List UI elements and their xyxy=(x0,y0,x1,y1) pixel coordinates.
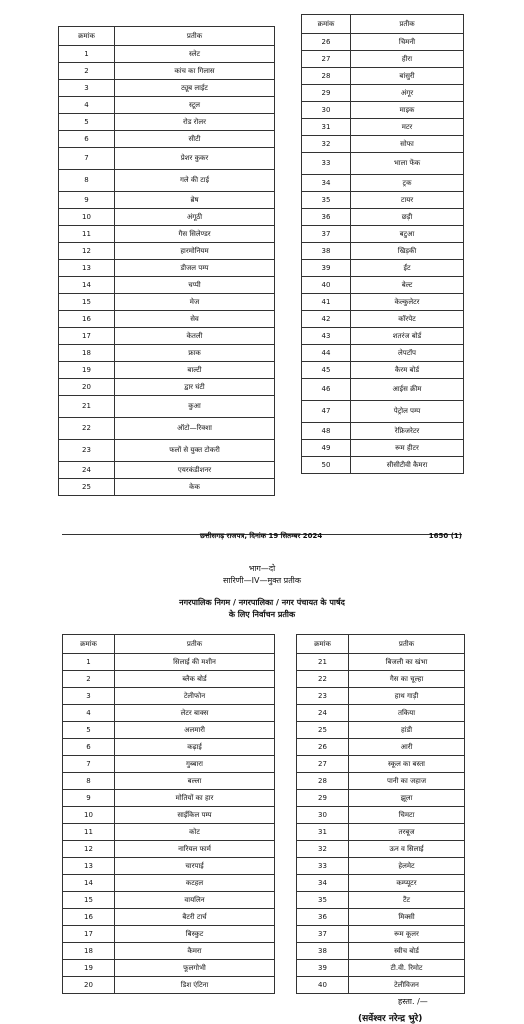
table-row xyxy=(302,192,464,209)
table-row xyxy=(297,858,465,875)
symbol-cell: बांसुरी xyxy=(351,68,464,85)
serial-header: क्रमांक xyxy=(59,27,115,46)
serial-cell: 13 xyxy=(63,858,115,875)
serial-cell: 23 xyxy=(297,688,349,705)
serial-cell: 33 xyxy=(302,153,351,175)
serial-cell: 6 xyxy=(63,739,115,756)
table-row xyxy=(302,423,464,440)
symbol-cell: तरबूज xyxy=(349,824,465,841)
symbol-cell: मटर xyxy=(351,119,464,136)
symbol-cell: कैमरा xyxy=(115,943,275,960)
table-row xyxy=(59,226,275,243)
table-row xyxy=(302,175,464,192)
symbol-cell: शतरंज बोर्ड xyxy=(351,328,464,345)
serial-cell: 11 xyxy=(63,824,115,841)
symbol-cell: तकिया xyxy=(349,705,465,722)
table-row xyxy=(63,773,275,790)
table-row xyxy=(297,926,465,943)
table-row xyxy=(302,226,464,243)
table-row xyxy=(302,51,464,68)
table-row xyxy=(297,739,465,756)
serial-header: क्रमांक xyxy=(302,15,351,34)
serial-cell: 12 xyxy=(59,243,115,260)
symbol-cell: सोफा xyxy=(351,136,464,153)
table-row xyxy=(297,705,465,722)
serial-cell: 1 xyxy=(63,654,115,671)
symbol-cell: मेज xyxy=(115,294,275,311)
serial-cell: 22 xyxy=(297,671,349,688)
symbol-cell: चिमनी xyxy=(351,34,464,51)
schedule-label: सारिणी—IV—मुक्त प्रतीक xyxy=(222,576,301,585)
symbol-cell: ऑटो—रिक्शा xyxy=(115,418,275,440)
serial-cell: 27 xyxy=(302,51,351,68)
table-row xyxy=(63,926,275,943)
table-row xyxy=(63,705,275,722)
table-row xyxy=(302,260,464,277)
table-row xyxy=(63,671,275,688)
symbol-cell: कैरम बोर्ड xyxy=(351,362,464,379)
serial-cell: 31 xyxy=(302,119,351,136)
serial-cell: 38 xyxy=(302,243,351,260)
serial-cell: 3 xyxy=(63,688,115,705)
table-row xyxy=(63,960,275,977)
serial-cell: 40 xyxy=(297,977,349,994)
table-row xyxy=(302,136,464,153)
table-row xyxy=(302,345,464,362)
table-row xyxy=(59,396,275,418)
symbol-cell: बिजली का खंभा xyxy=(349,654,465,671)
serial-cell: 20 xyxy=(59,379,115,396)
table-row xyxy=(297,909,465,926)
serial-cell: 28 xyxy=(297,773,349,790)
table-row xyxy=(63,977,275,994)
table-row xyxy=(297,875,465,892)
serial-cell: 43 xyxy=(302,328,351,345)
symbol-cell: पानी का जहाज xyxy=(349,773,465,790)
part-label: भाग—दो xyxy=(248,564,276,573)
symbols-table-bottom-left xyxy=(62,634,275,994)
symbol-cell: सिलाई की मशीन xyxy=(115,654,275,671)
symbol-cell: कुआ xyxy=(115,396,275,418)
serial-cell: 28 xyxy=(302,68,351,85)
symbol-cell: टेलीविजन xyxy=(349,977,465,994)
symbol-cell: एयरकंडीशनर xyxy=(115,462,275,479)
symbol-cell: लेपटॉप xyxy=(351,345,464,362)
symbol-cell: ब्लैक बोर्ड xyxy=(115,671,275,688)
table-row xyxy=(297,773,465,790)
table-row xyxy=(297,756,465,773)
table-row xyxy=(302,328,464,345)
table-row xyxy=(59,345,275,362)
serial-cell: 33 xyxy=(297,858,349,875)
serial-cell: 16 xyxy=(59,311,115,328)
table-row xyxy=(302,102,464,119)
symbols-table-top-left xyxy=(58,26,275,496)
serial-cell: 3 xyxy=(59,80,115,97)
table-row xyxy=(59,362,275,379)
serial-cell: 47 xyxy=(302,401,351,423)
table-row xyxy=(59,243,275,260)
serial-cell: 2 xyxy=(59,63,115,80)
serial-cell: 10 xyxy=(63,807,115,824)
table-row xyxy=(302,401,464,423)
symbol-cell: कढ़ाई xyxy=(115,739,275,756)
serial-cell: 25 xyxy=(59,479,115,496)
serial-cell: 7 xyxy=(63,756,115,773)
table-row xyxy=(63,943,275,960)
serial-cell: 23 xyxy=(59,440,115,462)
symbols-table-bottom-right xyxy=(296,634,465,994)
symbol-cell: झूला xyxy=(349,790,465,807)
serial-cell: 29 xyxy=(302,85,351,102)
symbol-cell: टेलीफोन xyxy=(115,688,275,705)
symbol-cell: सेव xyxy=(115,311,275,328)
symbol-cell: फलों से युक्त टोकरी xyxy=(115,440,275,462)
serial-cell: 16 xyxy=(63,909,115,926)
serial-cell: 32 xyxy=(302,136,351,153)
serial-cell: 25 xyxy=(297,722,349,739)
symbol-cell: हेलमेट xyxy=(349,858,465,875)
symbol-cell: गैस सिलेण्डर xyxy=(115,226,275,243)
serial-cell: 30 xyxy=(302,102,351,119)
symbol-cell: फूलगोभी xyxy=(115,960,275,977)
symbol-cell: हीरा xyxy=(351,51,464,68)
serial-cell: 11 xyxy=(59,226,115,243)
symbol-header: प्रतीक xyxy=(349,635,465,654)
symbol-cell: चिमटा xyxy=(349,807,465,824)
table-row xyxy=(59,97,275,114)
serial-cell: 35 xyxy=(297,892,349,909)
table-row xyxy=(63,909,275,926)
symbol-cell: चप्पी xyxy=(115,277,275,294)
serial-cell: 37 xyxy=(302,226,351,243)
table-row xyxy=(63,790,275,807)
table-row xyxy=(59,114,275,131)
serial-cell: 10 xyxy=(59,209,115,226)
symbol-cell: बल्ला xyxy=(115,773,275,790)
symbol-cell: आरी xyxy=(349,739,465,756)
table-row xyxy=(59,479,275,496)
table-row xyxy=(302,379,464,401)
symbol-cell: गुब्बारा xyxy=(115,756,275,773)
serial-cell: 44 xyxy=(302,345,351,362)
serial-header: क्रमांक xyxy=(63,635,115,654)
symbol-cell: कोट xyxy=(115,824,275,841)
heading-line-2: के लिए निर्वाचन प्रतीक xyxy=(228,610,296,619)
symbol-cell: वायलिन xyxy=(115,892,275,909)
symbol-cell: स्टूल xyxy=(115,97,275,114)
serial-cell: 7 xyxy=(59,148,115,170)
symbol-cell: रूम कूलर xyxy=(349,926,465,943)
table-row xyxy=(63,722,275,739)
table-row xyxy=(59,277,275,294)
serial-cell: 12 xyxy=(63,841,115,858)
table-row xyxy=(59,80,275,97)
table-row xyxy=(63,875,275,892)
serial-cell: 20 xyxy=(63,977,115,994)
signature-mark: हस्ता. /— xyxy=(398,997,428,1006)
table-row xyxy=(59,131,275,148)
table-row xyxy=(63,858,275,875)
symbol-cell: स्वीच बोर्ड xyxy=(349,943,465,960)
symbol-cell: ट्रक xyxy=(351,175,464,192)
table-row xyxy=(59,260,275,277)
symbol-cell: छड़ी xyxy=(351,209,464,226)
table-row xyxy=(63,807,275,824)
serial-cell: 37 xyxy=(297,926,349,943)
serial-cell: 4 xyxy=(63,705,115,722)
table-row xyxy=(63,688,275,705)
table-row xyxy=(63,841,275,858)
serial-cell: 22 xyxy=(59,418,115,440)
serial-cell: 18 xyxy=(59,345,115,362)
symbol-cell: भाला फेंक xyxy=(351,153,464,175)
table-row xyxy=(59,328,275,345)
symbol-cell: रेफ्रिजरेटर xyxy=(351,423,464,440)
table-row xyxy=(297,807,465,824)
symbol-header: प्रतीक xyxy=(115,635,275,654)
symbol-cell: साईकिल पम्प xyxy=(115,807,275,824)
symbol-cell: कटहल xyxy=(115,875,275,892)
symbol-cell: गले की टाई xyxy=(115,170,275,192)
serial-cell: 19 xyxy=(59,362,115,379)
symbol-cell: ईंट xyxy=(351,260,464,277)
serial-cell: 21 xyxy=(297,654,349,671)
table-row xyxy=(297,688,465,705)
symbol-cell: मोतियों का हार xyxy=(115,790,275,807)
table-row xyxy=(297,824,465,841)
serial-cell: 36 xyxy=(297,909,349,926)
serial-cell: 31 xyxy=(297,824,349,841)
symbol-cell: बैटरी टार्च xyxy=(115,909,275,926)
heading-line-1: नगरपालिक निगम / नगरपालिका / नगर पंचायत के पार्षद xyxy=(179,598,345,607)
table-row xyxy=(59,294,275,311)
symbol-cell: पेट्रोल पम्प xyxy=(351,401,464,423)
symbol-header: प्रतीक xyxy=(351,15,464,34)
table-row xyxy=(63,892,275,909)
table-row xyxy=(297,722,465,739)
table-row xyxy=(297,960,465,977)
serial-cell: 17 xyxy=(63,926,115,943)
serial-cell: 42 xyxy=(302,311,351,328)
serial-cell: 46 xyxy=(302,379,351,401)
serial-cell: 13 xyxy=(59,260,115,277)
serial-cell: 17 xyxy=(59,328,115,345)
symbol-cell: रूम हीटर xyxy=(351,440,464,457)
serial-cell: 49 xyxy=(302,440,351,457)
table-row xyxy=(59,379,275,396)
serial-cell: 24 xyxy=(59,462,115,479)
serial-cell: 21 xyxy=(59,396,115,418)
serial-cell: 50 xyxy=(302,457,351,474)
table-row xyxy=(302,440,464,457)
symbol-cell: कम्प्यूटर xyxy=(349,875,465,892)
symbol-cell: ट्यूब लाईट xyxy=(115,80,275,97)
symbol-cell: अंगूर xyxy=(351,85,464,102)
serial-cell: 34 xyxy=(302,175,351,192)
symbol-cell: रोड रोलर xyxy=(115,114,275,131)
symbol-cell: चारपाई xyxy=(115,858,275,875)
symbol-cell: स्कूल का बस्ता xyxy=(349,756,465,773)
symbol-cell: कांच का गिलास xyxy=(115,63,275,80)
serial-cell: 5 xyxy=(59,114,115,131)
table-row xyxy=(297,841,465,858)
serial-cell: 26 xyxy=(302,34,351,51)
table-row xyxy=(59,209,275,226)
symbol-cell: डिश एंटिना xyxy=(115,977,275,994)
table-row xyxy=(297,671,465,688)
symbol-cell: ऊन व सिलाई xyxy=(349,841,465,858)
symbol-cell: हाथ गाड़ी xyxy=(349,688,465,705)
serial-cell: 41 xyxy=(302,294,351,311)
table-row xyxy=(302,119,464,136)
symbol-cell: प्रेशर कुकर xyxy=(115,148,275,170)
symbol-cell: स्लेट xyxy=(115,46,275,63)
symbol-cell: अंगूठी xyxy=(115,209,275,226)
symbol-cell: टैंट xyxy=(349,892,465,909)
symbol-cell: नारियल फार्म xyxy=(115,841,275,858)
symbol-cell: सीसीटीवी कैमरा xyxy=(351,457,464,474)
table-row xyxy=(297,943,465,960)
table-row xyxy=(302,243,464,260)
symbol-cell: बाल्टी xyxy=(115,362,275,379)
serial-cell: 4 xyxy=(59,97,115,114)
table-row xyxy=(59,46,275,63)
serial-cell: 27 xyxy=(297,756,349,773)
serial-cell: 14 xyxy=(59,277,115,294)
symbol-header: प्रतीक xyxy=(115,27,275,46)
serial-header: क्रमांक xyxy=(297,635,349,654)
serial-cell: 9 xyxy=(59,192,115,209)
table-row xyxy=(59,462,275,479)
page-number: 1650 (1) xyxy=(428,532,462,540)
symbol-cell: कॉरपेट xyxy=(351,311,464,328)
table-row xyxy=(297,892,465,909)
table-row xyxy=(302,68,464,85)
symbol-cell: टायर xyxy=(351,192,464,209)
symbol-cell: गैस का चूल्हा xyxy=(349,671,465,688)
table-row xyxy=(302,34,464,51)
table-row xyxy=(63,654,275,671)
symbol-cell: ब्रेष xyxy=(115,192,275,209)
table-row xyxy=(63,756,275,773)
symbol-cell: टी.वी. रिमोट xyxy=(349,960,465,977)
serial-cell: 39 xyxy=(302,260,351,277)
serial-cell: 8 xyxy=(63,773,115,790)
gazette-header xyxy=(62,532,462,540)
symbol-cell: अलमारी xyxy=(115,722,275,739)
serial-cell: 18 xyxy=(63,943,115,960)
serial-cell: 35 xyxy=(302,192,351,209)
table-row xyxy=(302,294,464,311)
serial-cell: 6 xyxy=(59,131,115,148)
table-row xyxy=(302,311,464,328)
serial-cell: 5 xyxy=(63,722,115,739)
serial-cell: 29 xyxy=(297,790,349,807)
table-row xyxy=(59,63,275,80)
symbol-cell: लेटर बाक्स xyxy=(115,705,275,722)
serial-cell: 38 xyxy=(297,943,349,960)
serial-cell: 8 xyxy=(59,170,115,192)
serial-cell: 14 xyxy=(63,875,115,892)
table-row xyxy=(59,148,275,170)
symbol-cell: हांडी xyxy=(349,722,465,739)
symbol-cell: केल्कुलेटर xyxy=(351,294,464,311)
serial-cell: 40 xyxy=(302,277,351,294)
symbol-cell: हारमोनियम xyxy=(115,243,275,260)
symbol-cell: बिस्कुट xyxy=(115,926,275,943)
table-row xyxy=(302,362,464,379)
serial-cell: 39 xyxy=(297,960,349,977)
symbol-cell: द्वार घंटी xyxy=(115,379,275,396)
symbol-cell: केक xyxy=(115,479,275,496)
serial-cell: 15 xyxy=(63,892,115,909)
serial-cell: 19 xyxy=(63,960,115,977)
table-row xyxy=(297,654,465,671)
serial-cell: 9 xyxy=(63,790,115,807)
table-row xyxy=(59,418,275,440)
serial-cell: 34 xyxy=(297,875,349,892)
serial-cell: 24 xyxy=(297,705,349,722)
symbol-cell: केतली xyxy=(115,328,275,345)
symbols-table-top-right xyxy=(301,14,464,474)
table-row xyxy=(297,977,465,994)
table-row xyxy=(302,209,464,226)
table-row xyxy=(302,457,464,474)
symbol-cell: मिक्सी xyxy=(349,909,465,926)
serial-cell: 48 xyxy=(302,423,351,440)
table-row xyxy=(302,153,464,175)
symbol-cell: सीटी xyxy=(115,131,275,148)
table-row xyxy=(302,85,464,102)
table-row xyxy=(63,824,275,841)
serial-cell: 30 xyxy=(297,807,349,824)
table-row xyxy=(59,192,275,209)
table-row xyxy=(297,790,465,807)
serial-cell: 36 xyxy=(302,209,351,226)
table-row xyxy=(59,170,275,192)
gazette-title: छत्तीसगढ़ राजपत्र, दिनांक 19 सितम्बर 2024 xyxy=(200,532,323,540)
serial-cell: 15 xyxy=(59,294,115,311)
symbol-cell: आईस क्रीम xyxy=(351,379,464,401)
serial-cell: 45 xyxy=(302,362,351,379)
serial-cell: 32 xyxy=(297,841,349,858)
symbol-cell: फ्राक xyxy=(115,345,275,362)
serial-cell: 1 xyxy=(59,46,115,63)
table-row xyxy=(59,440,275,462)
symbol-cell: माइक xyxy=(351,102,464,119)
symbol-cell: खिड़की xyxy=(351,243,464,260)
table-row xyxy=(302,277,464,294)
symbol-cell: डीजल पम्प xyxy=(115,260,275,277)
symbol-cell: बेल्ट xyxy=(351,277,464,294)
serial-cell: 2 xyxy=(63,671,115,688)
table-row xyxy=(63,739,275,756)
signatory-name: (सर्वेश्वर नरेन्द्र भुरे) xyxy=(358,1014,423,1024)
table-row xyxy=(59,311,275,328)
serial-cell: 26 xyxy=(297,739,349,756)
symbol-cell: बटुआ xyxy=(351,226,464,243)
